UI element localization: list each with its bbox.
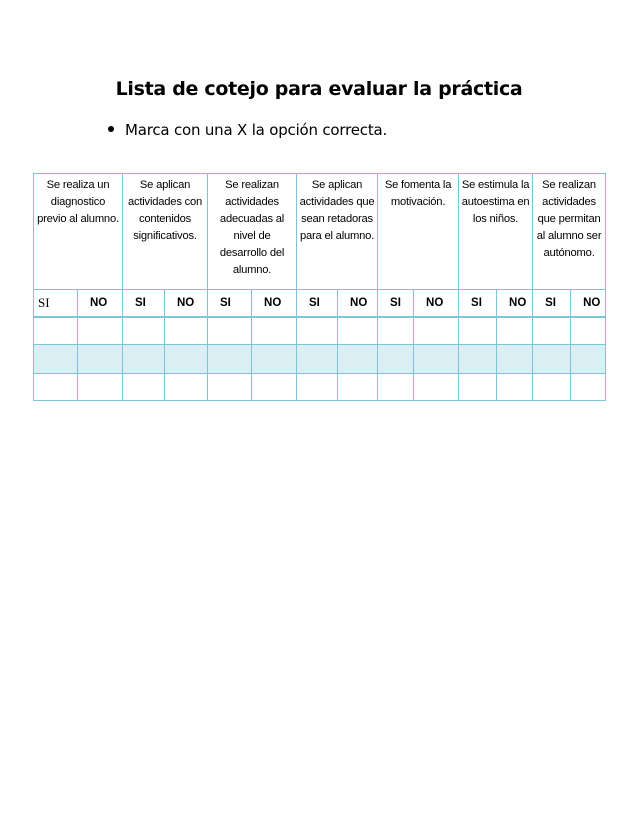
check-cell[interactable] bbox=[571, 345, 606, 374]
check-cell[interactable] bbox=[378, 317, 414, 345]
check-cell[interactable] bbox=[414, 345, 459, 374]
check-cell[interactable] bbox=[208, 345, 252, 374]
criterion-header: Se aplican actividades que sean retadoras para el alumno. bbox=[297, 174, 378, 290]
yes-label: SI bbox=[459, 290, 497, 318]
table-row bbox=[34, 374, 606, 401]
check-cell[interactable] bbox=[78, 317, 123, 345]
check-cell[interactable] bbox=[571, 374, 606, 401]
check-cell[interactable] bbox=[338, 374, 378, 401]
check-cell[interactable] bbox=[533, 317, 571, 345]
check-cell[interactable] bbox=[78, 345, 123, 374]
check-cell[interactable] bbox=[497, 317, 533, 345]
check-cell[interactable] bbox=[571, 317, 606, 345]
check-cell[interactable] bbox=[34, 374, 78, 401]
no-label: NO bbox=[78, 290, 123, 318]
no-label: NO bbox=[571, 290, 606, 318]
no-label: NO bbox=[252, 290, 297, 318]
yes-label: SI bbox=[34, 290, 78, 318]
no-label: NO bbox=[338, 290, 378, 318]
no-label: NO bbox=[165, 290, 208, 318]
check-cell[interactable] bbox=[252, 374, 297, 401]
check-cell[interactable] bbox=[208, 317, 252, 345]
check-cell[interactable] bbox=[252, 317, 297, 345]
check-cell[interactable] bbox=[459, 374, 497, 401]
check-cell[interactable] bbox=[459, 317, 497, 345]
criterion-header: Se estimula la autoestima en los niños. bbox=[459, 174, 533, 290]
criteria-header-row bbox=[34, 174, 606, 290]
check-cell[interactable] bbox=[252, 345, 297, 374]
criterion-header: Se fomenta la motivación. bbox=[378, 174, 459, 290]
check-cell[interactable] bbox=[497, 345, 533, 374]
check-cell[interactable] bbox=[297, 345, 338, 374]
yes-no-row bbox=[34, 290, 606, 318]
yes-label: SI bbox=[123, 290, 165, 318]
check-cell[interactable] bbox=[123, 374, 165, 401]
check-cell[interactable] bbox=[459, 345, 497, 374]
check-cell[interactable] bbox=[165, 345, 208, 374]
check-cell[interactable] bbox=[414, 317, 459, 345]
check-cell[interactable] bbox=[34, 317, 78, 345]
check-cell[interactable] bbox=[338, 345, 378, 374]
check-cell[interactable] bbox=[297, 317, 338, 345]
instruction-text: Marca con una X la opción correcta. bbox=[125, 121, 388, 139]
check-cell[interactable] bbox=[414, 374, 459, 401]
criterion-header: Se realizan actividades adecuadas al nivel de desarrollo del alumno. bbox=[208, 174, 297, 290]
check-cell[interactable] bbox=[338, 317, 378, 345]
check-cell[interactable] bbox=[165, 317, 208, 345]
check-cell[interactable] bbox=[78, 374, 123, 401]
instruction-line bbox=[108, 121, 387, 139]
check-cell[interactable] bbox=[123, 317, 165, 345]
check-cell[interactable] bbox=[208, 374, 252, 401]
check-cell[interactable] bbox=[297, 374, 338, 401]
no-label: NO bbox=[497, 290, 533, 318]
table-row bbox=[34, 345, 606, 374]
checklist-table bbox=[33, 173, 606, 401]
check-cell[interactable] bbox=[34, 345, 78, 374]
yes-label: SI bbox=[533, 290, 571, 318]
no-label: NO bbox=[414, 290, 459, 318]
check-cell[interactable] bbox=[123, 345, 165, 374]
yes-label: SI bbox=[297, 290, 338, 318]
bullet-icon bbox=[108, 126, 114, 132]
check-cell[interactable] bbox=[378, 374, 414, 401]
table-row bbox=[34, 317, 606, 345]
criterion-header: Se realizan actividades que permitan al alumno ser autónomo. bbox=[533, 174, 606, 290]
yes-label: SI bbox=[378, 290, 414, 318]
page-title: Lista de cotejo para evaluar la práctica bbox=[115, 78, 523, 100]
check-cell[interactable] bbox=[378, 345, 414, 374]
check-cell[interactable] bbox=[165, 374, 208, 401]
check-cell[interactable] bbox=[533, 374, 571, 401]
check-cell[interactable] bbox=[533, 345, 571, 374]
check-cell[interactable] bbox=[497, 374, 533, 401]
criterion-header: Se realiza un diagnostico previo al alumno. bbox=[34, 174, 123, 290]
yes-label: SI bbox=[208, 290, 252, 318]
criterion-header: Se aplican actividades con contenidos significativos. bbox=[123, 174, 208, 290]
